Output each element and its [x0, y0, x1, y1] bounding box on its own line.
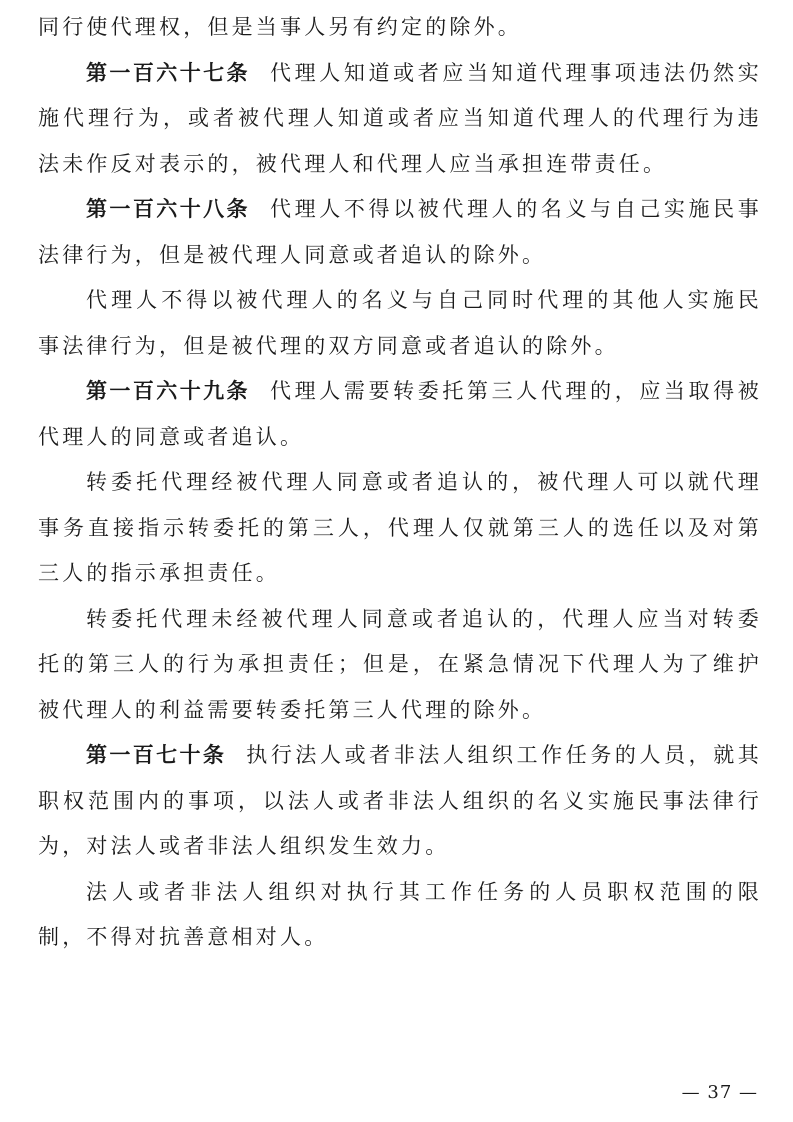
page-number-footer [0, 1082, 793, 1103]
article-167 [38, 51, 762, 188]
article-170-paragraph-2: 法人或者非法人组织对执行其工作任务的人员职权范围的限制，不得对抗善意相对人。 [38, 879, 762, 949]
article-168 [38, 187, 762, 278]
article-170-title: 第一百七十条 [86, 743, 227, 767]
document-page [38, 5, 762, 961]
article-170-text: 执行法人或者非法人组织工作任务的人员，就其职权范围内的事项，以法人或者非法人组织的名义实施民事法律行为，对法人或者非法人组织发生效力。 [38, 743, 762, 858]
article-168-title: 第一百六十八条 [86, 197, 250, 221]
article-169 [38, 369, 762, 460]
article-167-title: 第一百六十七条 [86, 60, 250, 85]
article-169-title: 第一百六十九条 [86, 379, 250, 403]
article-170 [38, 733, 762, 870]
page-number: — 37 — [681, 1082, 758, 1103]
article-169-paragraph-2: 转委托代理经被代理人同意或者追认的，被代理人可以就代理事务直接指示转委托的第三人，代理人仅就第三人的选任以及对第三人的指示承担责任。 [38, 470, 762, 585]
article-167-text: 代理人知道或者应当知道代理事项违法仍然实施代理行为，或者被代理人知道或者应当知道代理人的代理行为违法未作反对表示的，被代理人和代理人应当承担连带责任。 [38, 60, 763, 176]
article-168-text: 代理人不得以被代理人的名义与自己实施民事法律行为，但是被代理人同意或者追认的除外。 [38, 197, 763, 267]
article-169-text: 代理人需要转委托第三人代理的，应当取得被代理人的同意或者追认。 [38, 379, 763, 449]
paragraph-continuation: 同行使代理权，但是当事人另有约定的除外。 [38, 15, 522, 39]
article-168-paragraph-2: 代理人不得以被代理人的名义与自己同时代理的其他人实施民事法律行为，但是被代理的双方同意或者追认的除外。 [38, 288, 762, 358]
article-169-paragraph-3: 转委托代理未经被代理人同意或者追认的，代理人应当对转委托的第三人的行为承担责任；但是，在紧急情况下代理人为了维护被代理人的利益需要转委托第三人代理的除外。 [38, 606, 762, 722]
